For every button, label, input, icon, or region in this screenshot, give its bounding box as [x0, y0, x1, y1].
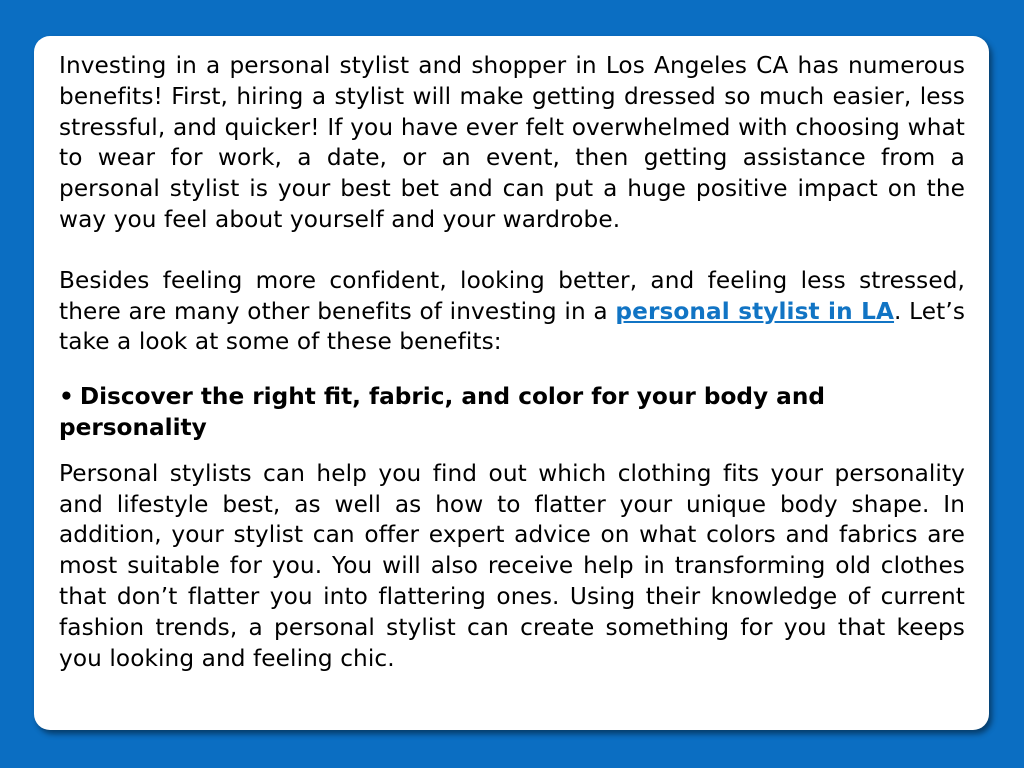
benefit-body-paragraph: Personal stylists can help you find out which clothing fits your personality and lifestyle best, as well as how to flatter your unique body shape. In addition, your stylist can offer expert advice on what colors and fabrics are most suitable for you. You will also receive help in transforming old clothes that don’t flatter you into flattering ones. Using their knowledge of current fashion trends, a personal stylist can create something for you that keeps you looking and feeling chic. [59, 459, 965, 672]
bullet-icon: • [59, 383, 74, 411]
benefit-heading [59, 382, 965, 444]
benefits-intro-suffix: . Let’s take a look at some of these benefits: [59, 297, 965, 356]
benefits-intro-paragraph [59, 266, 965, 358]
intro-paragraph: Investing in a personal stylist and shopper in Los Angeles CA has numerous benefits! First, hiring a stylist will make getting dressed so much easier, less stressful, and quicker! If you have ever felt overwhelmed with choosing what to wear for work, a date, or an event, then getting assistance from a personal stylist is your best bet and can put a huge positive impact on the way you feel about yourself and your wardrobe. [59, 52, 965, 233]
content-card [34, 36, 989, 730]
benefit-heading-text: Discover the right fit, fabric, and color for your body and personality [59, 383, 825, 441]
benefits-intro-text: Besides feeling more confident, looking better, and feeling less stressed, there are many other benefits of investing in a [59, 266, 965, 325]
personal-stylist-link[interactable]: personal stylist in LA [615, 297, 895, 325]
